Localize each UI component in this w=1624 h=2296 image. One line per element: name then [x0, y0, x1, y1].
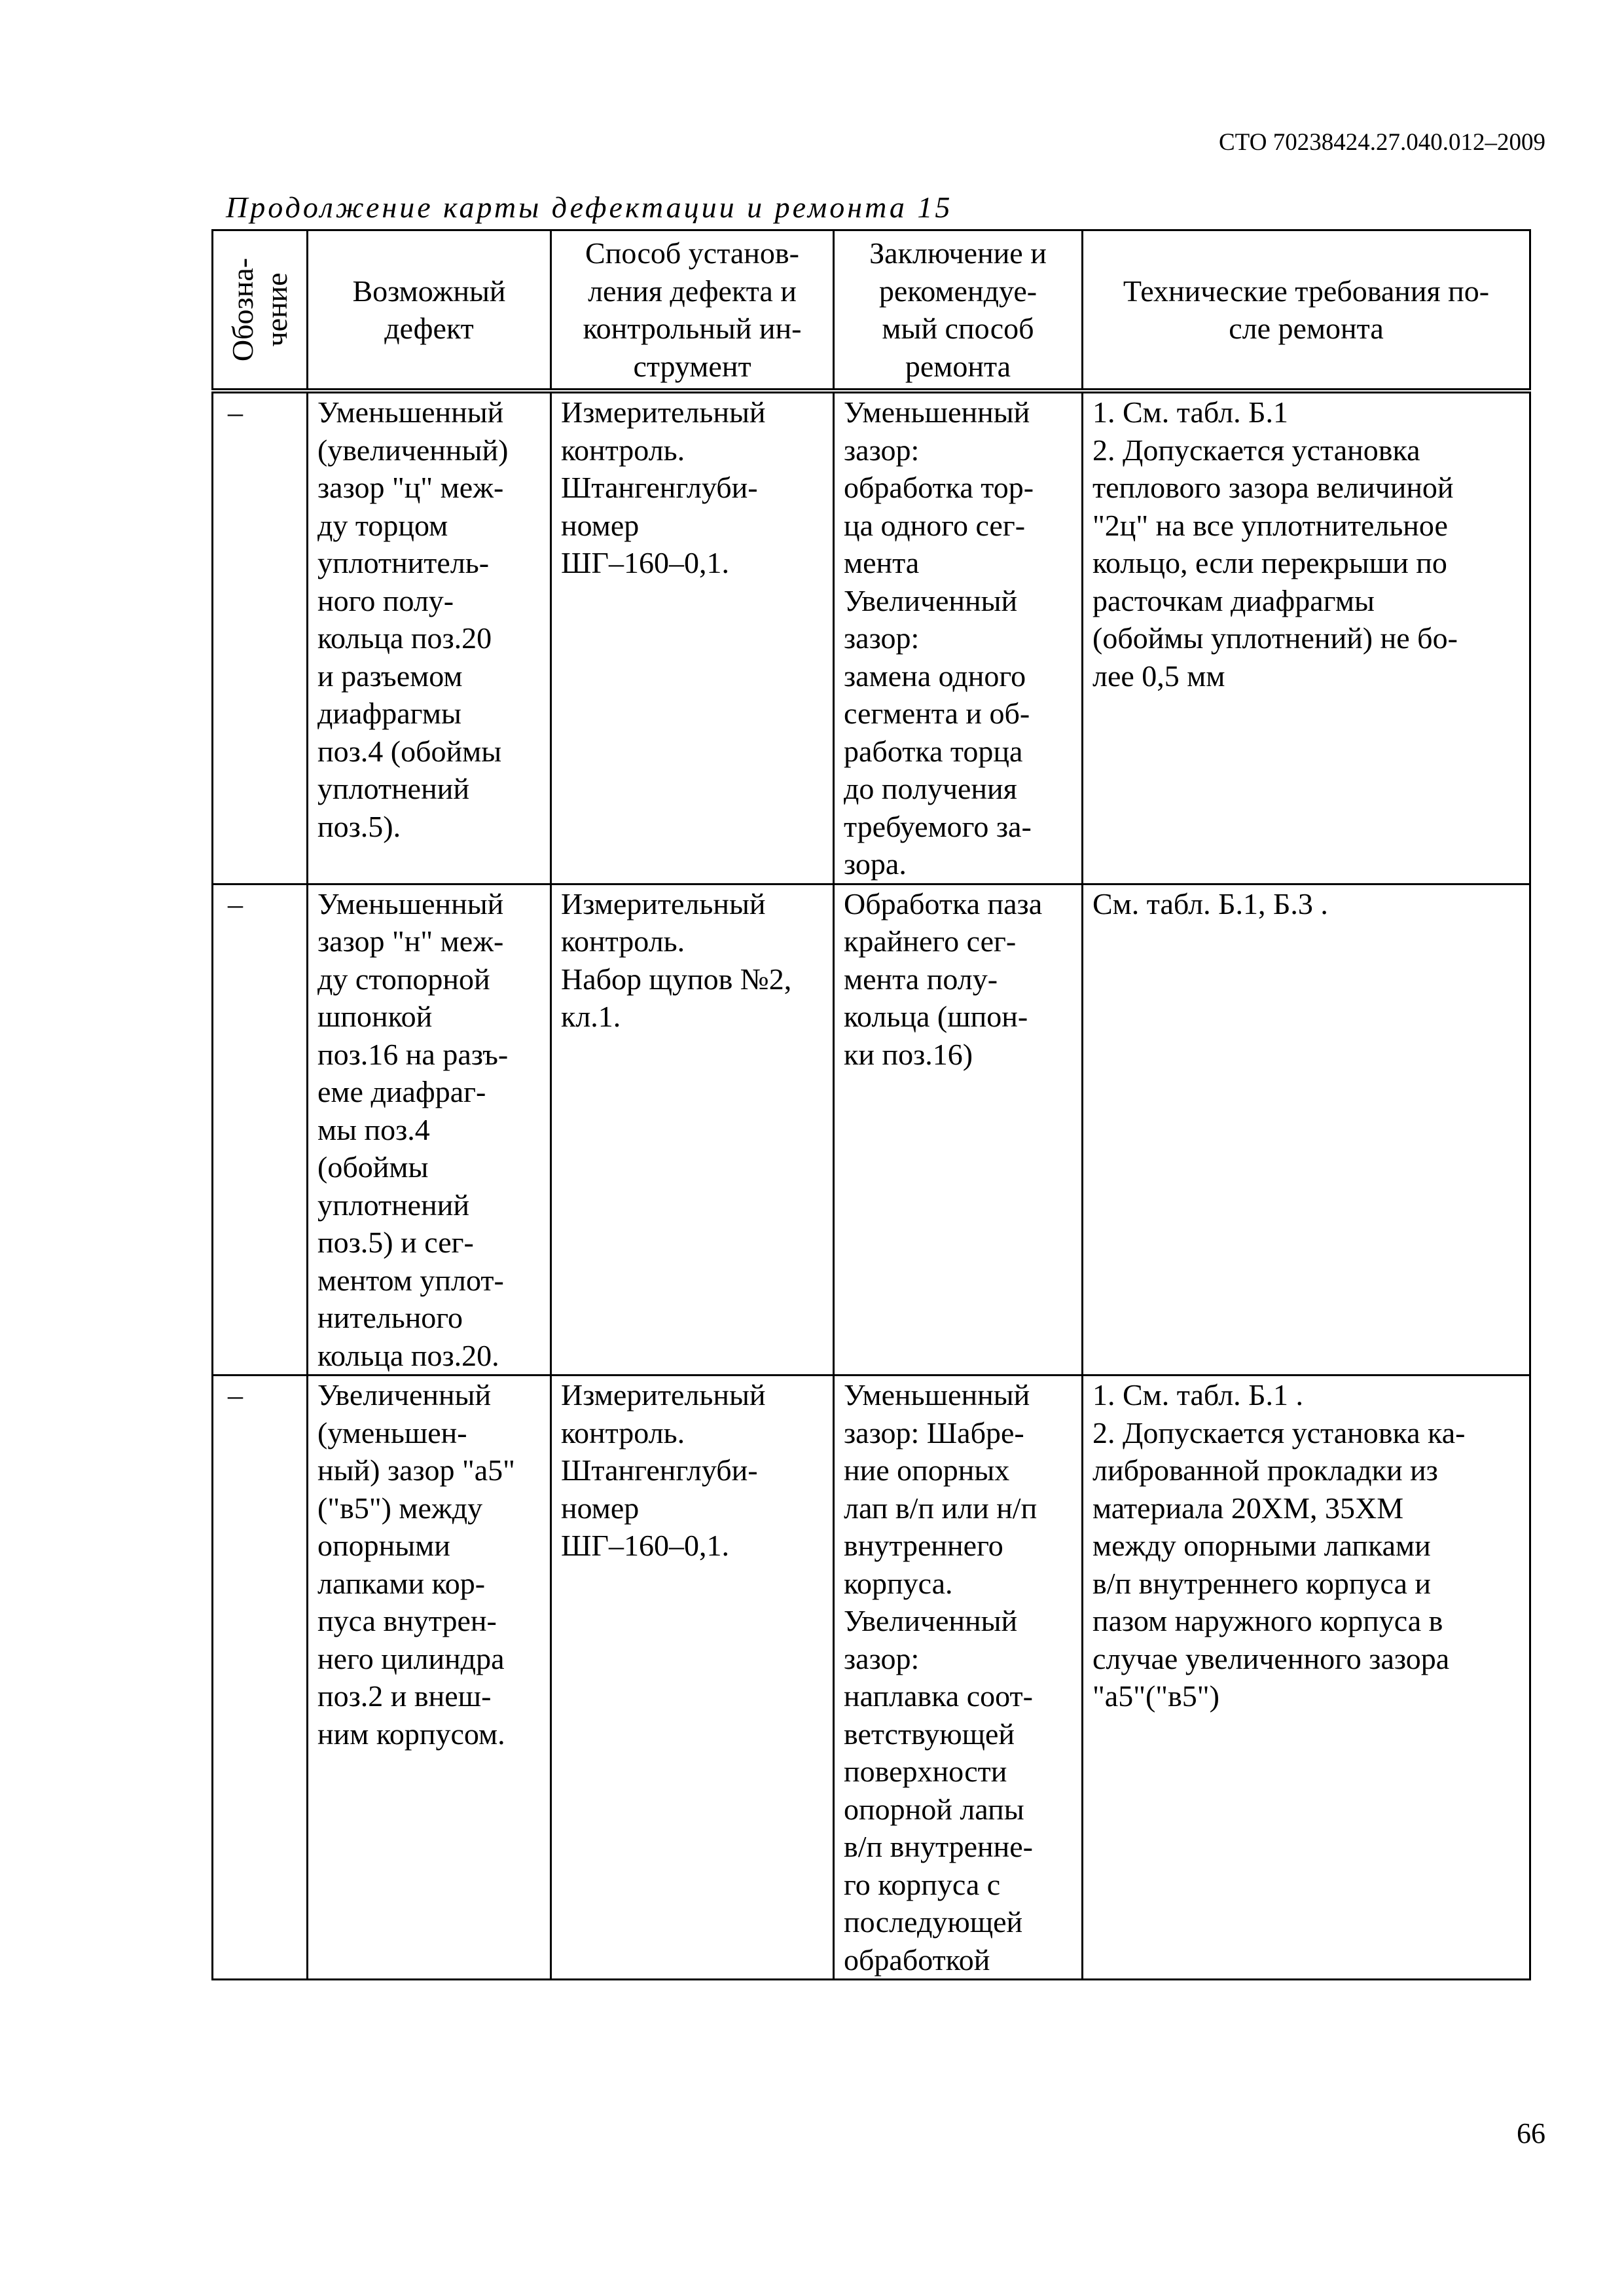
cell-defect: Уменьшенный зазор "н" меж- ду стопорной шпонкой поз.16 на разъ- еме диафраг- мы поз.4 (обоймы уплотнений поз.5) и сег- ментом уплот- нительного кольца поз.20. [308, 884, 551, 1376]
cell-requirements: 1. См. табл. Б.1 2. Допускается установка теплового зазора величиной "2ц" на все уплотнительное кольцо, если перекрыши по расточкам диафрагмы (обоймы уплотнений) не бо- лее 0,5 мм [1083, 391, 1530, 884]
defect-repair-table [211, 229, 1531, 1980]
cell-repair: Уменьшенный зазор: обработка тор- ца одного сег- мента Увеличенный зазор: замена одного сегмента и об- работка торца до получения требуемого за- зора. [834, 391, 1083, 884]
table-header-row [213, 230, 1530, 392]
table-row [213, 391, 1530, 884]
cell-requirements: 1. См. табл. Б.1 . 2. Допускается установка ка- либрованной прокладки из материала 20ХМ, 35ХМ между опорными лапками в/п внутреннего корпуса и пазом наружного корпуса в случае увеличенного зазора "а5"("в5") [1083, 1376, 1530, 1980]
cell-designation: – [213, 884, 308, 1376]
document-code: СТО 70238424.27.040.012–2009 [1218, 129, 1545, 156]
column-header-designation [213, 230, 308, 392]
cell-method: Измерительный контроль. Набор щупов №2, кл.1. [551, 884, 834, 1376]
cell-designation: – [213, 391, 308, 884]
cell-repair: Уменьшенный зазор: Шабре- ние опорных лап в/п или н/п внутреннего корпуса. Увеличенный зазор: наплавка соот- ветствующей поверхности опорной лапы в/п внутренне- го корпуса с последующей обработкой [834, 1376, 1083, 1980]
cell-method: Измерительный контроль. Штангенглуби- номер ШГ–160–0,1. [551, 1376, 834, 1980]
table-row [213, 1376, 1530, 1980]
column-header-method: Способ установ- ления дефекта и контрольный ин- струмент [551, 230, 834, 392]
cell-repair: Обработка паза крайнего сег- мента полу- кольца (шпон- ки поз.16) [834, 884, 1083, 1376]
page-number: 66 [1517, 2117, 1545, 2149]
column-header-repair: Заключение и рекомендуе- мый способ ремонта [834, 230, 1083, 392]
column-header-defect: Возможный дефект [308, 230, 551, 392]
column-header-designation-text: Обозна- чение [226, 257, 293, 362]
table-row [213, 884, 1530, 1376]
cell-defect: Уменьшенный (увеличенный) зазор "ц" меж- ду торцом уплотнитель- ного полу- кольца поз.20 и разъемом диафрагмы поз.4 (обоймы уплотнений поз.5). [308, 391, 551, 884]
table-caption: Продолжение карты дефектации и ремонта 15 [226, 191, 953, 224]
column-header-requirements: Технические требования по- сле ремонта [1083, 230, 1530, 392]
cell-method: Измерительный контроль. Штангенглуби- номер ШГ–160–0,1. [551, 391, 834, 884]
cell-requirements: См. табл. Б.1, Б.3 . [1083, 884, 1530, 1376]
cell-designation: – [213, 1376, 308, 1980]
cell-defect: Увеличенный (уменьшен- ный) зазор "а5" ("в5") между опорными лапками кор- пуса внутрен- него цилиндра поз.2 и внеш- ним корпусом. [308, 1376, 551, 1980]
